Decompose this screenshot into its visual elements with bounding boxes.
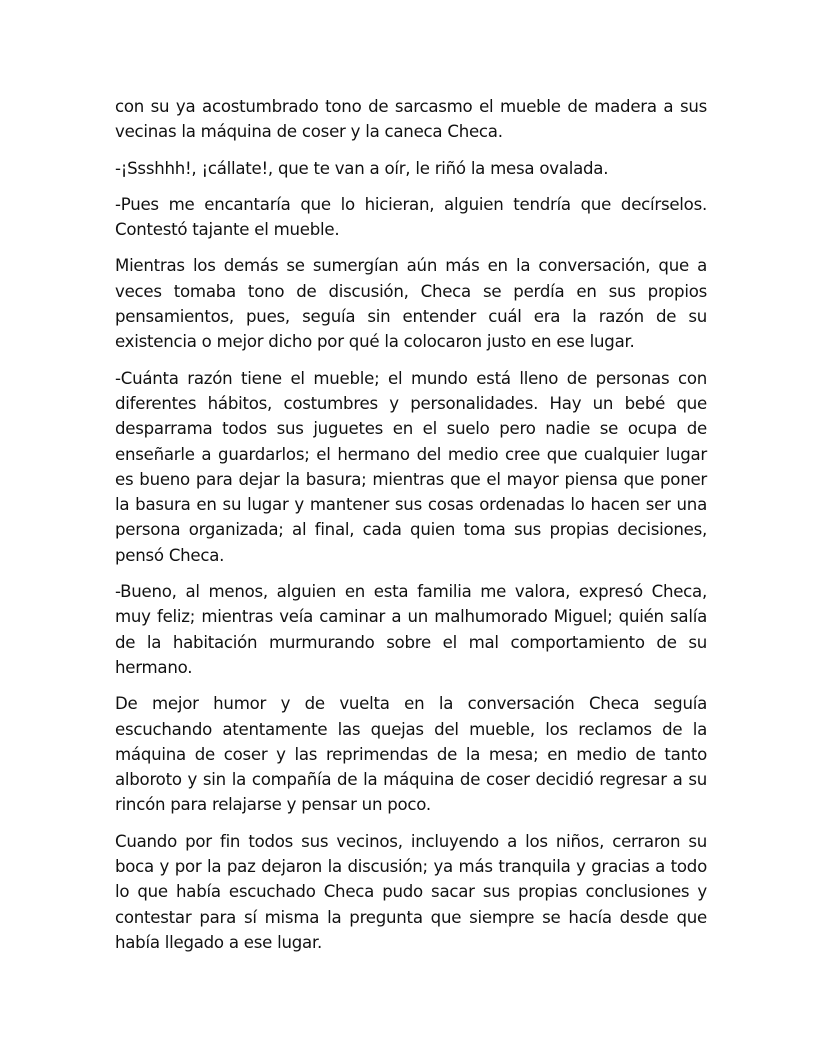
paragraph-5: -Cuánta razón tiene el mueble; el mundo está lleno de personas con diferentes hábitos, costumbres y personalidades. Hay un bebé que desparrama todos sus juguetes en el suelo pero nadie se ocupa de enseñarle a guardarlos; el hermano del medio cree que cualquier lugar es bueno para dejar la basura; mientras que el mayor piensa que poner la basura en su lugar y mantener sus cosas ordenadas lo hacen ser una persona organizada; al final, cada quien toma sus propias decisiones, pensó Checa. [115,368,707,565]
paragraph-6: -Bueno, al menos, alguien en esta familia me valora, expresó Checa, muy feliz; mientras veía caminar a un malhumorado Miguel; quién salía de la habitación murmurando sobre el mal comportamiento de su hermano. [115,582,707,677]
paragraph-3: -Pues me encantaría que lo hicieran, alguien tendría que decírselos. Contestó tajante el mueble. [115,194,707,240]
paragraph-8: Cuando por fin todos sus vecinos, incluyendo a los niños, cerraron su boca y por la paz dejaron la discusión; ya más tranquila y gracias a todo lo que había escuchado Checa pudo sacar sus propias conclusiones y contestar para sí misma la pregunta que siempre se hacía desde que había llegado a ese lugar. [115,831,707,952]
paragraph-4: Mientras los demás se sumergían aún más en la conversación, que a veces tomaba tono de discusión, Checa se perdía en sus propios pensamientos, pues, seguía sin entender cuál era la razón de su existencia o mejor dicho por qué la colocaron justo en ese lugar. [115,256,707,352]
document-page [115,94,707,966]
paragraph-2: -¡Ssshhh!, ¡cállate!, que te van a oír, le riñó la mesa ovalada. [115,158,609,178]
paragraph-1: con su ya acostumbrado tono de sarcasmo el mueble de madera a sus vecinas la máquina de coser y la caneca Checa. [115,97,707,142]
paragraph-7: De mejor humor y de vuelta en la conversación Checa seguía escuchando atentamente las quejas del mueble, los reclamos de la máquina de coser y las reprimendas de la mesa; en medio de tanto alboroto y sin la compañía de la máquina de coser decidió regresar a su rincón para relajarse y pensar un poco. [115,694,707,815]
